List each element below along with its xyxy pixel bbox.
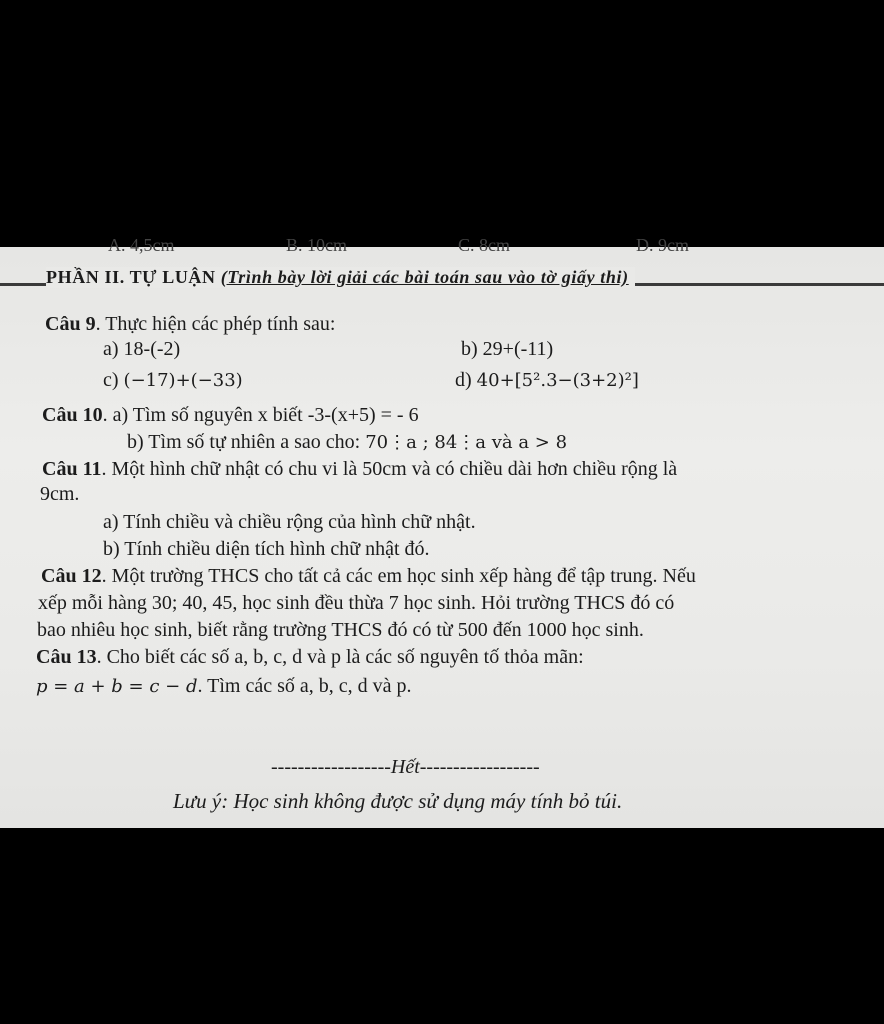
exam-paper	[0, 235, 884, 828]
question-9c-expr: (−17)+(−33)	[123, 370, 243, 391]
question-10-label: Câu 10	[42, 404, 103, 426]
question-10b-text: b) Tìm số tự nhiên a sao cho:	[127, 431, 361, 453]
question-11b: b) Tính chiều diện tích hình chữ nhật đó.	[103, 538, 430, 560]
question-10a	[42, 403, 419, 427]
choice-a: A. 4,5cm	[108, 235, 175, 255]
question-9a: a) 18-(-2)	[103, 338, 181, 360]
question-13-text2: . Tìm các số a, b, c, d và p.	[197, 675, 412, 697]
question-12-line1	[41, 564, 696, 588]
question-12-label: Câu 12	[41, 565, 102, 587]
question-13-label: Câu 13	[36, 646, 97, 668]
question-10b-condition: 70⋮a ; 84⋮a và a > 8	[365, 432, 568, 453]
question-12-line3: bao nhiêu học sinh, biết rằng trường THCS đó có từ 500 đến 1000 học sinh.	[37, 619, 644, 641]
section-title: PHẦN II. TỰ LUẬN	[46, 267, 216, 287]
question-11-line2: 9cm.	[40, 483, 80, 505]
question-9-text: . Thực hiện các phép tính sau:	[95, 313, 336, 335]
question-9d	[455, 368, 639, 393]
choice-d: D. 9cm	[636, 235, 689, 255]
section-subtitle: (Trình bày lời giải các bài toán sau vào tờ giấy thi)	[220, 267, 629, 287]
question-13-line1	[36, 645, 584, 669]
question-13-text: . Cho biết các số a, b, c, d và p là các số nguyên tố thỏa mãn:	[96, 646, 584, 668]
question-11-line1	[42, 457, 677, 481]
question-9c-label: c)	[103, 369, 119, 391]
choice-c: C. 8cm	[458, 235, 510, 255]
question-9b: b) 29+(-11)	[461, 338, 554, 360]
question-12-text: . Một trường THCS cho tất cả các em học sinh xếp hàng để tập trung. Nếu	[101, 565, 696, 587]
choice-b: B. 10cm	[286, 235, 347, 255]
question-11-label: Câu 11	[42, 458, 102, 480]
question-12-line2: xếp mỗi hàng 30; 40, 45, học sinh đều thừa 7 học sinh. Hỏi trường THCS đó có	[38, 592, 675, 614]
previous-answer-choices	[0, 235, 884, 261]
question-11a: a) Tính chiều và chiều rộng của hình chữ nhật.	[103, 511, 476, 533]
question-9	[45, 312, 335, 336]
question-10a-text: . a) Tìm số nguyên x biết -3-(x+5) = - 6	[102, 404, 419, 426]
end-marker: ------------------Hết------------------	[271, 756, 540, 778]
footer-note: Lưu ý: Học sinh không được sử dụng máy tính bỏ túi.	[173, 789, 623, 813]
question-13-expr: p = a + b = c − d	[36, 676, 198, 697]
question-13-line2	[36, 674, 412, 699]
question-10b	[127, 430, 567, 455]
question-9d-expr: 40+[5².3−(3+2)²]	[476, 370, 639, 391]
section-heading	[46, 267, 635, 288]
question-9-label: Câu 9	[45, 313, 96, 335]
question-9d-label: d)	[455, 369, 472, 391]
question-9c	[103, 368, 243, 393]
question-11-text: . Một hình chữ nhật có chu vi là 50cm và có chiều dài hơn chiều rộng là	[101, 458, 678, 480]
